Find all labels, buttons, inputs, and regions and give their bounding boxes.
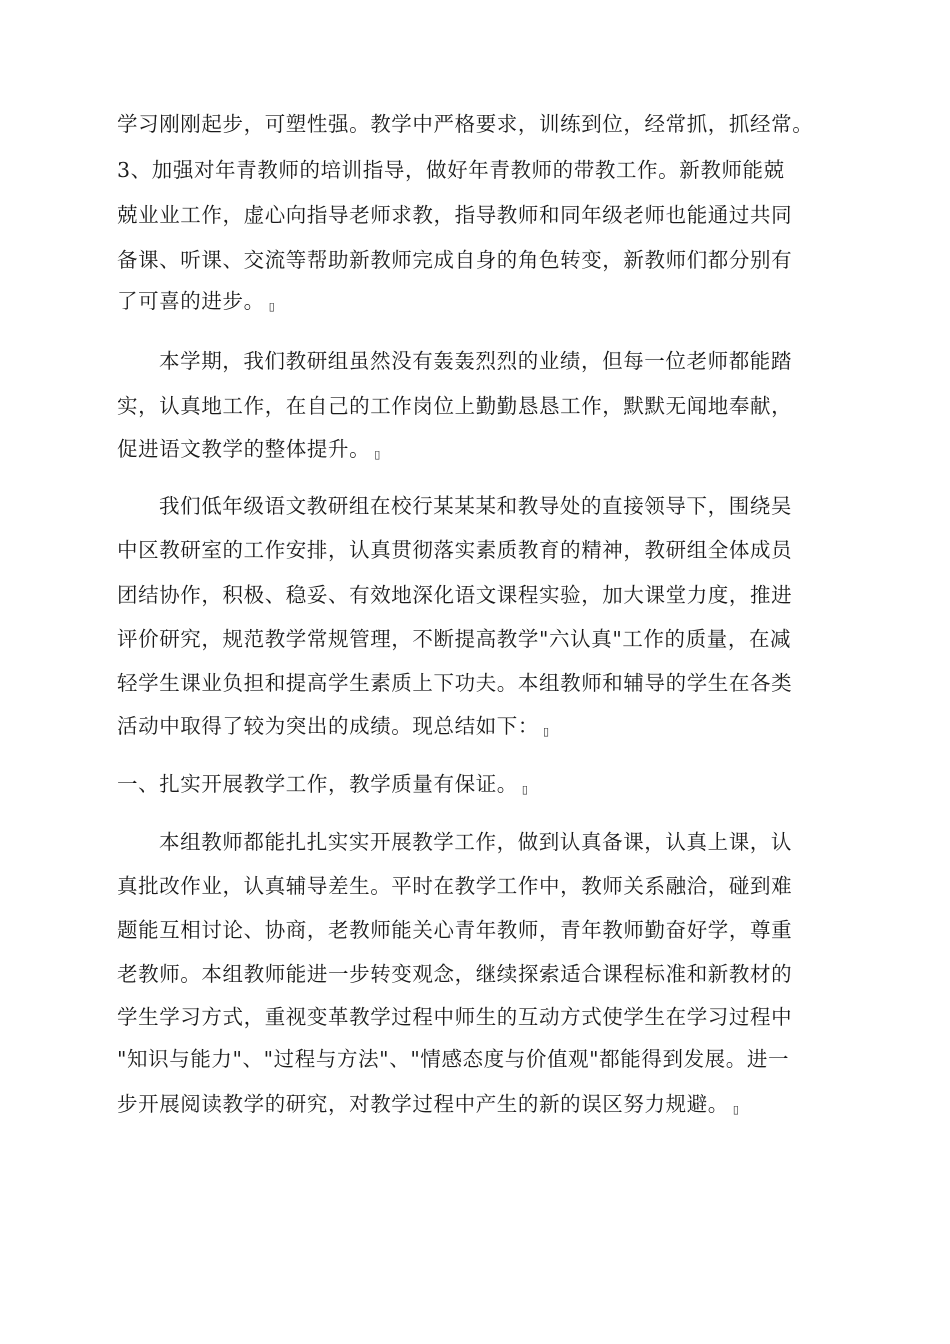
para3-line-1: 我们低年级语文教研组在校行某某某和教导处的直接领导下，围绕吴 bbox=[159, 494, 792, 518]
para4-line-5: 学生学习方式，重视变革教学过程中师生的互动方式使学生在学习过程中 bbox=[117, 1005, 793, 1029]
para3-line-6 bbox=[117, 712, 550, 746]
para3-line-5: 轻学生课业负担和提高学生素质上下功夫。本组教师和辅导的学生在各类 bbox=[117, 671, 793, 695]
para1-line-5-text: 了可喜的进步。 bbox=[117, 289, 265, 313]
para2-line-1: 本学期，我们教研组虽然没有轰轰烈烈的业绩，但每一位老师都能踏 bbox=[159, 349, 792, 373]
para3-line-6-text: 活动中取得了较为突出的成绩。现总结如下： bbox=[117, 714, 539, 738]
section-heading-1-text: 一、扎实开展教学工作，教学质量有保证。 bbox=[117, 772, 518, 796]
para4-line-7-text: 步开展阅读教学的研究，对教学过程中产生的新的误区努力规避。 bbox=[117, 1092, 729, 1116]
para2-line-3-text: 促进语文教学的整体提升。 bbox=[117, 437, 371, 461]
para1-line-2: 3、加强对年青教师的培训指导，做好年青教师的带教工作。新教师能兢 bbox=[117, 158, 785, 182]
paragraph-mark-icon: ▯ bbox=[521, 783, 529, 796]
para4-line-2: 真批改作业，认真辅导差生。平时在教学工作中，教师关系融洽，碰到难 bbox=[117, 874, 793, 898]
para1-line-3: 兢业业工作，虚心向指导老师求教，指导教师和同年级老师也能通过共同 bbox=[117, 203, 793, 227]
paragraph-mark-icon: ▯ bbox=[268, 300, 276, 313]
para4-line-1: 本组教师都能扎扎实实开展教学工作，做到认真备课，认真上课，认 bbox=[159, 830, 792, 854]
section-heading-1 bbox=[117, 770, 529, 804]
paragraph-mark-icon: ▯ bbox=[374, 448, 381, 461]
para3-line-4: 评价研究，规范教学常规管理，不断提高教学"六认真"工作的质量，在减 bbox=[117, 627, 792, 651]
para3-line-3: 团结协作，积极、稳妥、有效地深化语文课程实验，加大课堂力度，推进 bbox=[117, 583, 793, 607]
paragraph-mark-icon: ▯ bbox=[732, 1103, 740, 1116]
para4-line-4: 老教师。本组教师能进一步转变观念，继续探索适合课程标准和新教材的 bbox=[117, 962, 793, 986]
para2-line-2: 实，认真地工作，在自己的工作岗位上勤勤恳恳工作，默默无闻地奉献， bbox=[117, 394, 793, 418]
para2-line-3 bbox=[117, 435, 381, 469]
para1-line-1: 学习刚刚起步，可塑性强。教学中严格要求，训练到位，经常抓，抓经常。 bbox=[117, 112, 814, 136]
paragraph-mark-icon: ▯ bbox=[543, 725, 550, 738]
para1-line-5 bbox=[117, 287, 275, 321]
para4-line-3: 题能互相讨论、协商，老教师能关心青年教师，青年教师勤奋好学，尊重 bbox=[117, 918, 793, 942]
para3-line-2: 中区教研室的工作安排，认真贯彻落实素质教育的精神，教研组全体成员 bbox=[117, 538, 793, 562]
para1-line-4: 备课、听课、交流等帮助新教师完成自身的角色转变，新教师们都分别有 bbox=[117, 248, 793, 272]
para4-line-7 bbox=[117, 1090, 740, 1124]
para4-line-6: "知识与能力"、"过程与方法"、"情感态度与价值观"都能得到发展。进一 bbox=[117, 1047, 790, 1071]
